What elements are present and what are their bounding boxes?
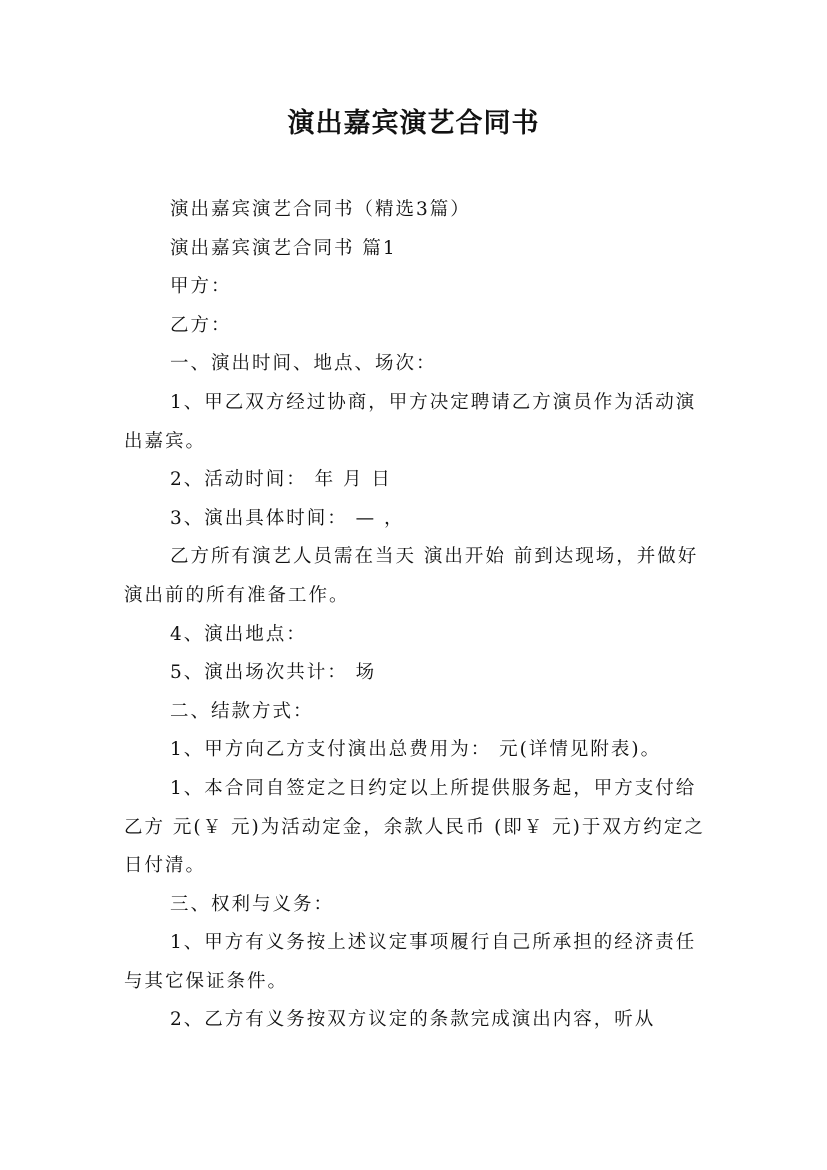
document-title: 演出嘉宾演艺合同书: [287, 108, 540, 139]
paragraph-clause-heading: 一、演出时间、地点、场次：: [170, 353, 437, 375]
paragraph-clause-heading: 三、权利与义务：: [170, 893, 335, 915]
paragraph: 2、活动时间： 年 月 日: [170, 469, 392, 491]
document-body: [124, 191, 712, 1040]
paragraph: 1、本合同自签定之日约定以上所提供服务起，甲方支付给乙方 元(￥ 元)为活动定金，余款人民币 (即￥ 元)于双方约定之日付清。: [124, 777, 705, 877]
paragraph-section-heading: 演出嘉宾演艺合同书 篇1: [170, 237, 397, 259]
paragraph: 5、演出场次共计： 场: [170, 662, 377, 684]
paragraph-subtitle: 演出嘉宾演艺合同书（精选3篇）: [170, 199, 471, 220]
paragraph: 2、乙方有义务按双方议定的条款完成演出内容，听从: [170, 1009, 656, 1031]
paragraph-party-a: 甲方：: [170, 276, 232, 298]
paragraph: 4、演出地点：: [170, 623, 307, 645]
paragraph: 1、甲方有义务按上述议定事项履行自己所承担的经济责任与其它保证条件。: [124, 932, 697, 992]
paragraph: 1、甲方向乙方支付演出总费用为： 元(详情见附表)。: [170, 739, 662, 761]
paragraph: 乙方所有演艺人员需在当天 演出开始 前到达现场，并做好演出前的所有准备工作。: [124, 546, 699, 606]
paragraph: 1、甲乙双方经过协商，甲方决定聘请乙方演员作为活动演出嘉宾。: [124, 391, 697, 452]
paragraph: 3、演出具体时间： — ，: [170, 507, 405, 529]
paragraph-clause-heading: 二、结款方式：: [170, 700, 314, 722]
paragraph-party-b: 乙方：: [170, 314, 232, 336]
